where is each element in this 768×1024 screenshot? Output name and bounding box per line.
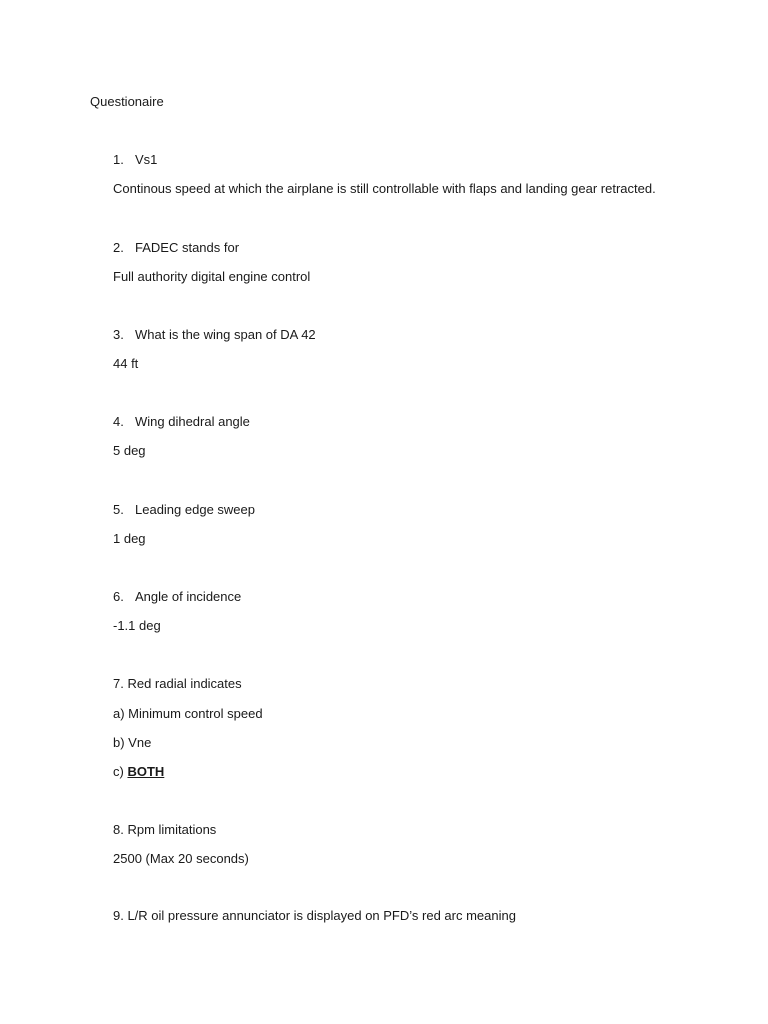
option-prefix: c) xyxy=(113,764,128,779)
answer-8: 2500 (Max 20 seconds) xyxy=(113,851,249,866)
question-6 xyxy=(113,589,241,605)
option-label-emphasized: BOTH xyxy=(127,764,165,779)
question-2 xyxy=(113,240,239,256)
question-1 xyxy=(113,152,157,168)
answer-1: Continous speed at which the airplane is still controllable with flaps and landing gear retracted. xyxy=(113,181,656,196)
question-number: 6. xyxy=(113,589,124,604)
question-text: Vs1 xyxy=(135,152,158,167)
question-number: 1. xyxy=(113,152,124,167)
answer-5: 1 deg xyxy=(113,531,146,546)
question-number: 5. xyxy=(113,502,124,517)
question-text: Leading edge sweep xyxy=(135,502,255,517)
option-b: b) Vne xyxy=(113,735,152,750)
answer-6: -1.1 deg xyxy=(113,618,161,633)
question-7: 7. Red radial indicates xyxy=(113,676,242,691)
option-c xyxy=(113,764,164,780)
question-3 xyxy=(113,327,316,343)
answer-4: 5 deg xyxy=(113,443,146,458)
question-4 xyxy=(113,414,250,430)
option-a: a) Minimum control speed xyxy=(113,706,263,721)
question-number: 3. xyxy=(113,327,124,342)
question-text: Wing dihedral angle xyxy=(135,414,250,429)
page-title: Questionaire xyxy=(90,94,164,109)
question-number: 4. xyxy=(113,414,124,429)
question-8: 8. Rpm limitations xyxy=(113,822,217,837)
question-5 xyxy=(113,502,255,518)
question-text: FADEC stands for xyxy=(135,240,240,255)
answer-3: 44 ft xyxy=(113,356,139,371)
question-9: 9. L/R oil pressure annunciator is displayed on PFD’s red arc meaning xyxy=(113,908,516,923)
answer-2: Full authority digital engine control xyxy=(113,269,311,284)
question-number: 2. xyxy=(113,240,124,255)
question-text: What is the wing span of DA 42 xyxy=(135,327,316,342)
question-text: Angle of incidence xyxy=(135,589,242,604)
